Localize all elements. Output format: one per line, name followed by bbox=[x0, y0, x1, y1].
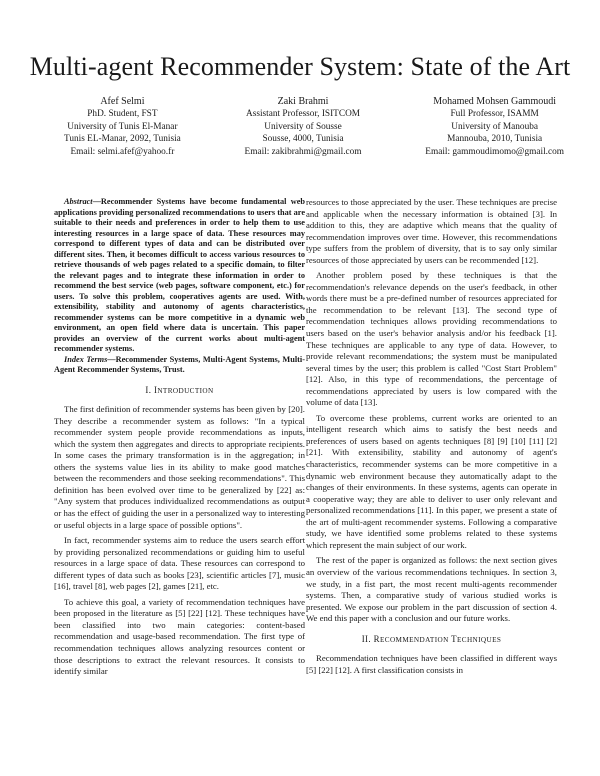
section-heading-rest-2: ECHNIQUES bbox=[456, 635, 502, 644]
section-heading-introduction bbox=[54, 385, 305, 398]
author-role: PhD. Student, FST bbox=[87, 109, 158, 120]
author-1 bbox=[64, 96, 181, 158]
paragraph: Another problem posed by these techniques is that the recommendation's relevance depends on the user's feedback, in other words there must be a pre-defined number of resources appreciated for the recommendation to be relevant [13]. The second type of recommendation techniques allows providing recommendations to users based on the user's behavior analysis and/or his feedback [1]. These techniques are applicable to any type of data. However, to provide relevant recommendations; the system must be manipulated several times by the user; this problem is called "Cost Start Problem" [12]. Also, in this type of recommendations, the percentage of recommendations appreciated by users is low compared with the volume of data [13]. bbox=[306, 270, 557, 408]
abstract bbox=[54, 197, 305, 355]
author-affiliation: University of Manouba bbox=[451, 121, 539, 132]
index-terms-label: Index Terms bbox=[64, 354, 108, 364]
paragraph: The rest of the paper is organized as follows: the next section gives an overview of the various recommendations techniques. In section 3, we study, in a fist part, the most recent multi-agents recommender systems. Then, a comparative study of various studied works is presented. We expose our problem in the part discussion of section 4. We end this paper with a conclusion and our future works. bbox=[306, 555, 557, 624]
abstract-text: —Recommender Systems have become fundamental web applications providing personalized recommendations to users that are suitable to their needs and preferences in order to help them to use interesting resources in a large space of data. These resources may correspond to different types of data and can be distributed over different sites. Then, it becomes difficult to access various resources to retrieve thousands of web pages related to a specific domain, to filter the relevant pages and to integrate these information in order to recommend the best service (web pages, software component, etc.) for users. To solve this problem, cooperatives agents are used. With, extensibility, stability and autonomy of agents characteristics, recommender systems can be more competitive in a dynamic web environment, an open field where data is uncertain. This paper provides an overview of the current works about multi-agent recommender systems. bbox=[54, 197, 305, 353]
author-address: Sousse, 4000, Tunisia bbox=[262, 134, 344, 145]
author-address: Tunis EL-Manar, 2092, Tunisia bbox=[64, 134, 181, 145]
section-heading-rest: NTRODUCTION bbox=[157, 386, 214, 395]
paragraph: In fact, recommender systems aim to reduce the users search effort by providing personalized recommendations or guiding him to useful resources in a large space of data. These resources can correspond to different types of data such as books [23], scientific articles [7], music [16], travel [8], web pages [2], games [21], etc. bbox=[54, 535, 305, 592]
section-heading-initial-2: T bbox=[448, 633, 457, 644]
section-heading-recommendation-techniques bbox=[306, 634, 557, 647]
author-name: Afef Selmi bbox=[100, 96, 145, 107]
author-address: Mannouba, 2010, Tunisia bbox=[447, 134, 543, 145]
author-name: Mohamed Mohsen Gammoudi bbox=[433, 96, 557, 107]
page-title: Multi-agent Recommender System: State of the Art bbox=[29, 52, 571, 81]
index-terms-text: —Recommender Systems, Multi-Agent Systems, Multi-Agent Recommender Systems, Trust. bbox=[54, 354, 305, 374]
author-email: Email: selmi.afef@yahoo.fr bbox=[70, 146, 175, 157]
abstract-label: Abstract bbox=[64, 197, 93, 206]
paragraph: The first definition of recommender systems has been given by [20]. They describe a recommender system as follows: "In a typical recommender system people provide recommendations as inputs, which the system then aggregates and directs to appropriate recipients. In some cases the primary transformation is in the aggregation; in others the systems value lies in its ability to make good matches between the recommenders and those seeking recommendations". This definition has been evolved over time to be generalized by [22] as: "Any system that produces individualized recommendations as output or has the effect of guiding the user in a personalized way to interesting or useful objects in a large space of possible options". bbox=[54, 404, 305, 530]
author-name: Zaki Brahmi bbox=[277, 96, 329, 107]
author-email: Email: gammoudimomo@gmail.com bbox=[425, 146, 564, 157]
author-affiliation: University of Sousse bbox=[264, 121, 342, 132]
left-column bbox=[54, 197, 305, 678]
author-email: Email: zakibrahmi@gmail.com bbox=[244, 146, 362, 157]
author-affiliation: University of Tunis El-Manar bbox=[67, 121, 178, 132]
index-terms bbox=[54, 355, 305, 376]
section-number: I. bbox=[145, 384, 154, 395]
abstract-paragraph bbox=[54, 197, 305, 355]
paragraph: Recommendation techniques have been classified in different ways [5] [22] [12]. A first classification consists in bbox=[306, 653, 557, 675]
paragraph: resources to those appreciated by the user. These techniques are precise and applicable when the necessary information is obtained [3]. In addition to this, they are adaptive which means that the quality of recommendation improves over time. However, this recommendations type suffers from the problem of diversity, that is to say only similar resources of those appreciated by users can be recommended [12]. bbox=[306, 197, 557, 265]
right-column bbox=[306, 197, 557, 676]
paragraph: To achieve this goal, a variety of recommendation techniques have been proposed in the literature as [5] [22] [12]. These techniques have been classified into two main categories: content-based recommendation and usage-based recommendation. The first type of recommendation techniques allows analyzing resources content or those descriptions to extract the relevant resources. It consists to identify similar bbox=[54, 596, 305, 677]
author-role: Assistant Professor, ISITCOM bbox=[246, 109, 361, 120]
section-heading-initial: II. R bbox=[361, 633, 380, 644]
author-role: Full Professor, ISAMM bbox=[450, 109, 539, 120]
paragraph: To overcome these problems, current works are oriented to an intelligent research which aims to satisfy the best needs and preferences of users based on agents techniques [8] [9] [10] [11] [2] [21]. With extensibility, stability and autonomy of agent's characteristics, recommender systems can be more competitive in a dynamic web environment because they automatically adapt to the changes of their environments. In these systems, agents can operate in a cooperative way; they are able to deliver to user only relevant and personalized recommendations [11]. In this paper, we present a state of the art of multi-agent recommender systems. Following a comparative study, we have identified some problems related to these systems which represent the main subject of our work. bbox=[306, 412, 557, 550]
section-heading-initial: I bbox=[153, 384, 158, 395]
section-heading-rest: ECOMMENDATION bbox=[379, 635, 449, 644]
author-block bbox=[64, 96, 564, 158]
author-2 bbox=[245, 96, 362, 158]
author-3 bbox=[425, 96, 564, 158]
